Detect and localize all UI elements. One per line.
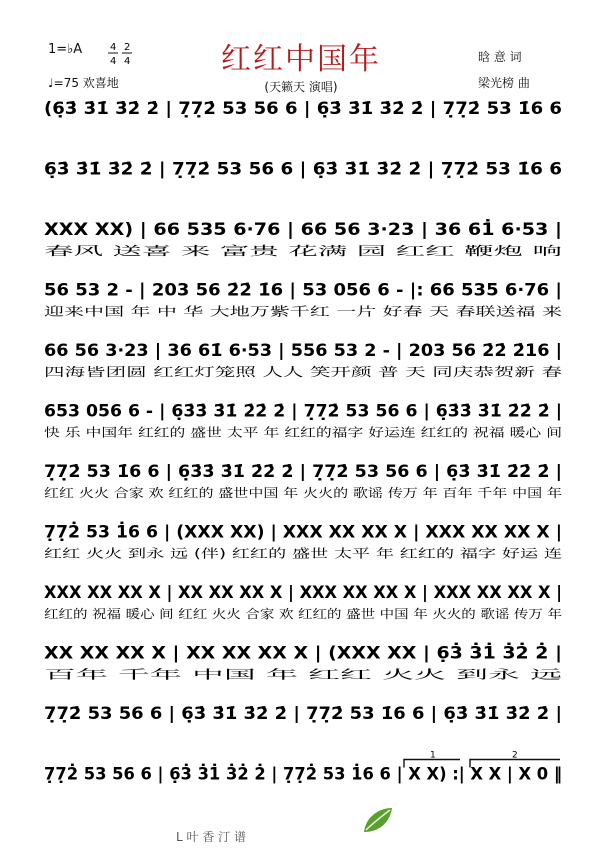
- lyric-line-4: 迎来中国 年 中 华 大地万紫千红 一片 好春 天 春联送福 来: [44, 304, 355, 319]
- leaf-logo-icon: [360, 806, 394, 834]
- lyric-line-10: 百年 千年 中国 年 红红 火火 到永 远: [44, 667, 239, 682]
- meter-a-bottom: 4: [110, 56, 117, 66]
- volta-first-label: 1: [430, 750, 436, 761]
- score-line-11: 7̣7̣2̇ 53 56 6 | 6̣3̇ 3̇1̇ 3̇2̇ 2̇ | 7̣7̣2̇ 53 1̇6 6 | 6̣3̇ 3̇1̇ 3̇2̇ 2̇ |: [44, 704, 562, 724]
- meter-a-top: 4: [110, 42, 117, 53]
- song-title: 红红中国年: [221, 42, 381, 77]
- lyric-line-9: 红红的 祝福 暖心 间 红红 火火 合家 欢 红红的 盛世 中国 年 火火的 歌谣 传万 年: [44, 607, 474, 621]
- footer-text: L 叶 香 汀 谱: [176, 830, 246, 844]
- lyric-line-3: 春风 送喜 来 富贵 花满 园 红红 鞭炮 响: [44, 244, 255, 258]
- score-line-1: (6̣3̇ 3̇1̇ 3̇2̇ 2̇ | 7̣7̣2̇ 53 56 6 | 6̣3̇ 3̇1̇ 3̇2̇ 2̇ | 7̣7̣2̇ 53 1̇6 6: [44, 99, 562, 119]
- score-line-10: XX XX XX X | XX XX XX X | (XXX XX | 6̣3̇ 3̇1̇ 3̇2̇ 2̇ |: [44, 643, 510, 664]
- meter-b-bottom: 4: [124, 56, 131, 66]
- score-line-5: 66 56 3·23 | 36 61̇ 6·53 | 556 53 2 - | 203 56 2̇2̇ 2̇16 |: [44, 341, 562, 361]
- lyric-line-6: 快 乐 中国年 红红的 盛世 太平 年 红红的福字 好运连 红红的 祝福 暖心 间: [44, 425, 438, 440]
- volta-second-label: 2: [512, 750, 518, 761]
- lyric-line-7: 红红 火火 合家 欢 红红的 盛世中国 年 火火的 歌谣 传万 年 百年 千年 中国 年: [44, 486, 458, 500]
- lyric-line-5: 四海皆团圆 红红灯笼照 人人 笑开颜 普 天 同庆恭贺新 春: [44, 365, 347, 379]
- score-line-6: 653 056 6 - | 6̣3̇3̇ 3̇1̇ 2̇2̇ 2̇ | 7̣7̣2̇ 53 56 6 | 6̣3̇3̇ 3̇1̇ 2̇2̇ 2̇ |: [44, 401, 562, 422]
- meter-b-top: 2: [124, 42, 131, 53]
- score-line-9: XXX XX XX X | XX XX XX X | XXX XX XX X | XXX XX XX X |: [44, 583, 562, 603]
- score-line-8: 7̣7̣2̇ 53 1̇6 6 | (XXX XX) | XXX XX XX X | XXX XX XX X |: [44, 522, 555, 543]
- singer-credit: (天籁天 演唱): [264, 80, 338, 94]
- key-signature: 1=♭A: [48, 42, 83, 57]
- composer-credit: 梁光榜 曲: [478, 76, 530, 90]
- score-line-3: XXX XX) | 66 535 6·76 | 66 56 3·23 | 36 61̇ 6·53 |: [44, 220, 505, 240]
- score-line-7: 7̣7̣2̇ 53 1̇6 6 | 6̣3̇3̇ 3̇1̇ 2̇2̇ 2̇ | 7̣7̣2̇ 53 56 6 | 6̣3̇ 3̇1̇ 2̇2̇ 2̇ |: [44, 462, 562, 482]
- lyricist-credit: 晗 意 词: [478, 50, 522, 64]
- tempo-marking: ♩=75 欢喜地: [48, 76, 119, 90]
- lyric-line-8: 红红 火火 到永 远 (伴) 红红的 盛世 太平 年 红红的 福字 好运 连: [44, 546, 388, 561]
- score-line-4: 56 53 2 - | 203 56 2̇2̇ 1̇6 | 53 056 6 - |: 66 535 6·76 |: [44, 280, 562, 301]
- score-line-12: 7̣7̣2̇ 53 56 6 | 6̣3̇ 3̇1̇ 3̇2̇ 2̇ | 7̣7̣2̇ 53 1̇6 6 | X X) :| X X | X 0 ‖: [44, 764, 584, 785]
- score-line-2: 6̣3̇ 3̇1̇ 3̇2̇ 2̇ | 7̣7̣2̇ 53 56 6 | 6̣3̇ 3̇1̇ 3̇2̇ 2̇ | 7̣7̣2̇ 53 1̇6 6: [44, 159, 562, 180]
